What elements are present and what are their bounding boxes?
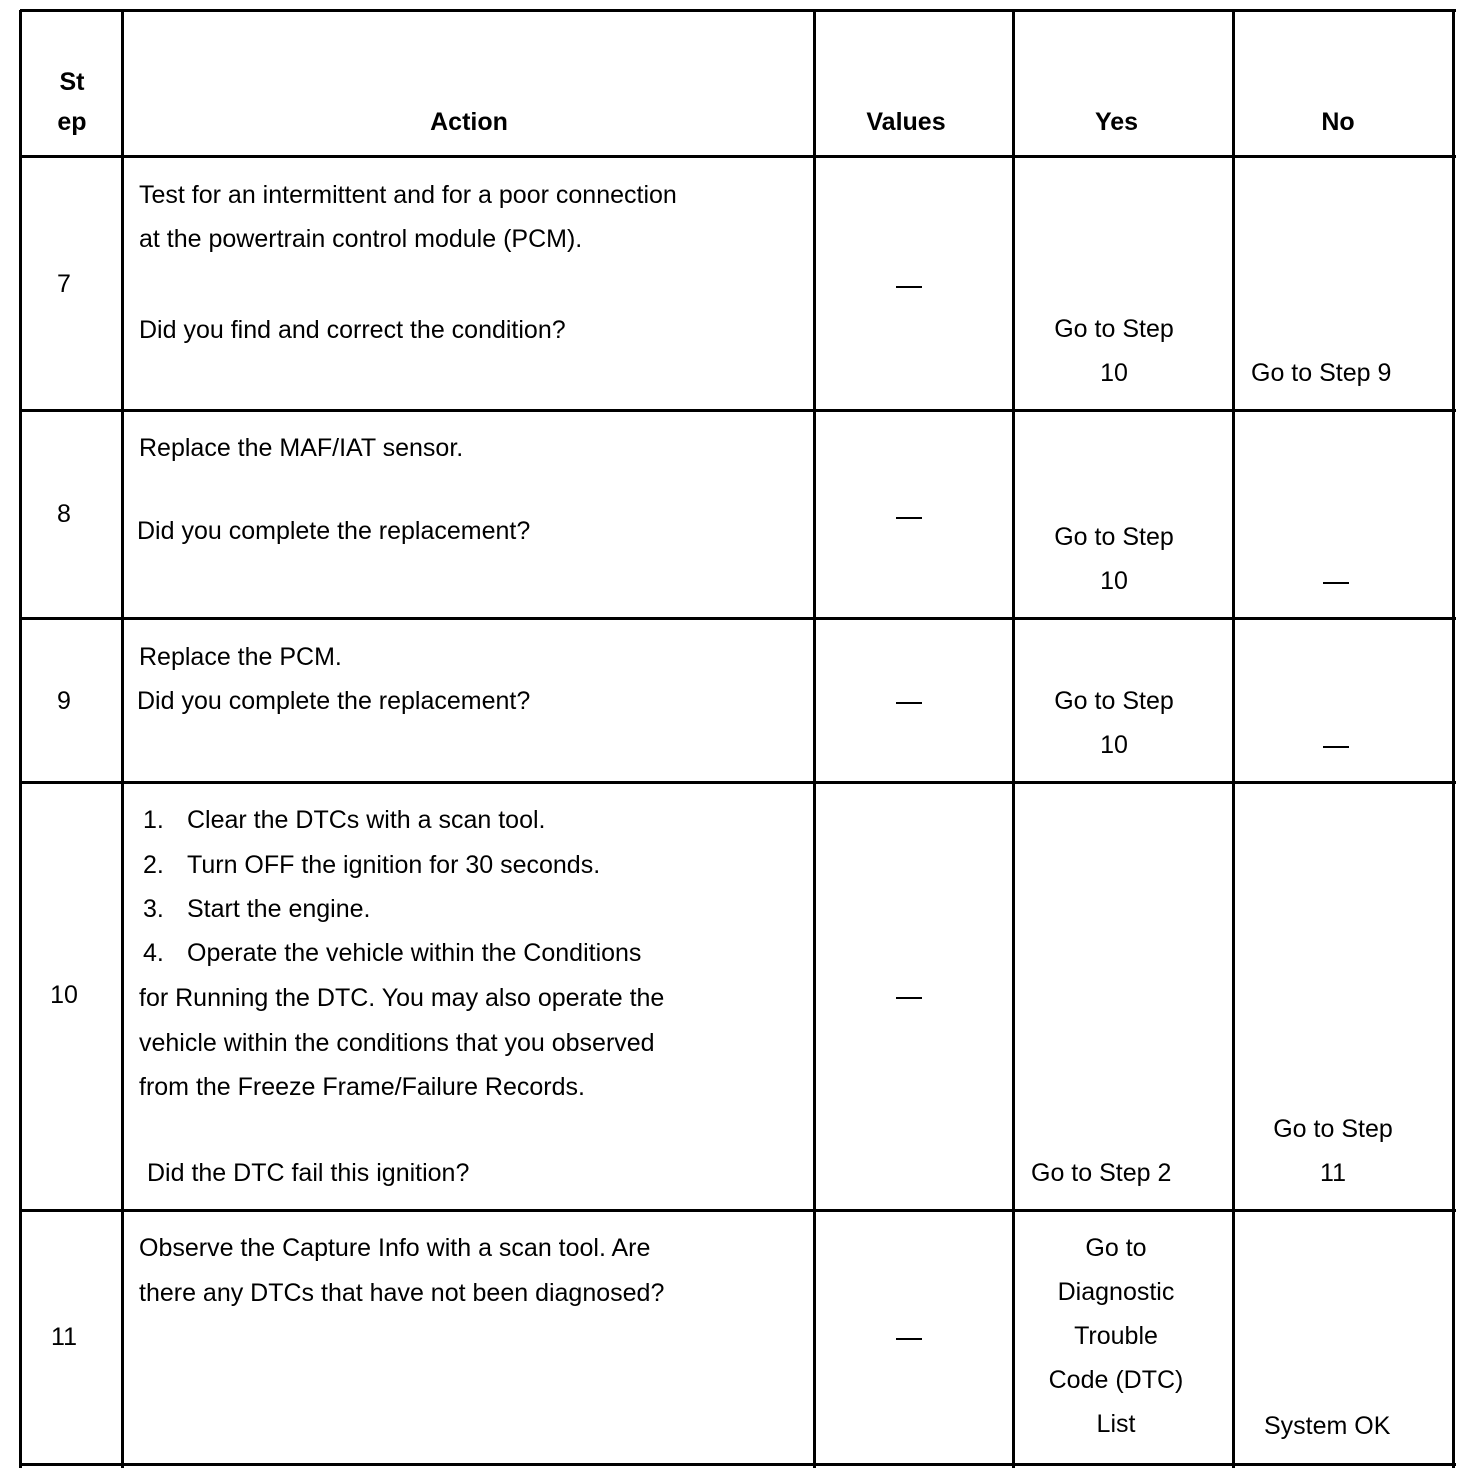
yes-text: Go to Step 2: [1031, 1159, 1172, 1187]
no-text: System OK: [1264, 1412, 1391, 1440]
row-divider: [20, 409, 1456, 412]
header-yes: Yes: [1094, 108, 1139, 136]
list-item: Start the engine.: [187, 895, 371, 923]
action-text: Replace the MAF/IAT sensor.: [139, 434, 464, 462]
no-text: 11: [1320, 1159, 1346, 1187]
yes-cell: [1015, 679, 1213, 767]
yes-cell: [1015, 1226, 1217, 1446]
yes-text: Go to Step: [1054, 315, 1174, 343]
header-step: [24, 62, 120, 142]
action-question: Did the DTC fail this ignition?: [147, 1159, 470, 1187]
yes-text: Trouble: [1074, 1322, 1158, 1350]
header-step-line1: St: [59, 68, 85, 96]
yes-text: Go to Step: [1054, 687, 1174, 715]
step-number: 7: [57, 270, 71, 298]
no-cell: [1235, 1107, 1431, 1195]
list-number: 3.: [143, 895, 164, 923]
header-action: Action: [430, 108, 508, 136]
action-question: Did you complete the replacement?: [137, 687, 531, 715]
step-number: 10: [50, 981, 78, 1009]
row-divider: [20, 155, 1456, 158]
values-dash: [896, 702, 922, 704]
table-border-right: [1452, 10, 1455, 1468]
list-number: 1.: [143, 806, 164, 834]
yes-text: List: [1096, 1410, 1136, 1438]
action-text: at the powertrain control module (PCM).: [139, 225, 583, 253]
action-text: Test for an intermittent and for a poor connection: [139, 181, 677, 209]
no-dash: [1323, 746, 1349, 748]
action-text: Observe the Capture Info with a scan tool. Are: [139, 1234, 651, 1262]
column-divider: [813, 10, 816, 1468]
list-item: Clear the DTCs with a scan tool.: [187, 806, 546, 834]
values-dash: [896, 997, 922, 999]
values-dash: [896, 1338, 922, 1340]
values-dash: [896, 286, 922, 288]
yes-cell: [1015, 515, 1213, 603]
action-text: for Running the DTC. You may also operate the: [139, 984, 665, 1012]
list-item: Operate the vehicle within the Conditions: [187, 939, 642, 967]
step-number: 9: [57, 687, 71, 715]
table-border-bottom: [20, 1463, 1456, 1466]
yes-text: 10: [1100, 359, 1128, 387]
yes-cell: [1015, 307, 1213, 395]
column-divider: [121, 10, 124, 1468]
header-no: No: [1321, 108, 1355, 136]
action-text: Replace the PCM.: [139, 643, 342, 671]
yes-text: 10: [1100, 567, 1128, 595]
table-border-left: [19, 10, 22, 1468]
action-text: vehicle within the conditions that you observed: [139, 1029, 655, 1057]
list-item: Turn OFF the ignition for 30 seconds.: [187, 851, 601, 879]
action-text: there any DTCs that have not been diagnosed?: [139, 1279, 665, 1307]
no-text: Go to Step 9: [1251, 359, 1392, 387]
yes-text: 10: [1100, 731, 1128, 759]
list-number: 4.: [143, 939, 164, 967]
header-values: Values: [866, 108, 946, 136]
values-dash: [896, 517, 922, 519]
row-divider: [20, 1209, 1456, 1212]
action-question: Did you find and correct the condition?: [139, 316, 566, 344]
yes-text: Diagnostic: [1057, 1278, 1175, 1306]
step-number: 11: [51, 1323, 77, 1351]
yes-text: Go to: [1085, 1234, 1147, 1262]
no-text: Go to Step: [1273, 1115, 1393, 1143]
list-number: 2.: [143, 851, 164, 879]
header-step-line2: ep: [57, 108, 87, 136]
row-divider: [20, 781, 1456, 784]
yes-text: Code (DTC): [1048, 1366, 1184, 1394]
action-text: from the Freeze Frame/Failure Records.: [139, 1073, 585, 1101]
column-divider: [1232, 10, 1235, 1468]
no-dash: [1323, 582, 1349, 584]
step-number: 8: [57, 500, 71, 528]
row-divider: [20, 617, 1456, 620]
table-border-top: [20, 9, 1456, 12]
action-question: Did you complete the replacement?: [137, 517, 531, 545]
yes-text: Go to Step: [1054, 523, 1174, 551]
